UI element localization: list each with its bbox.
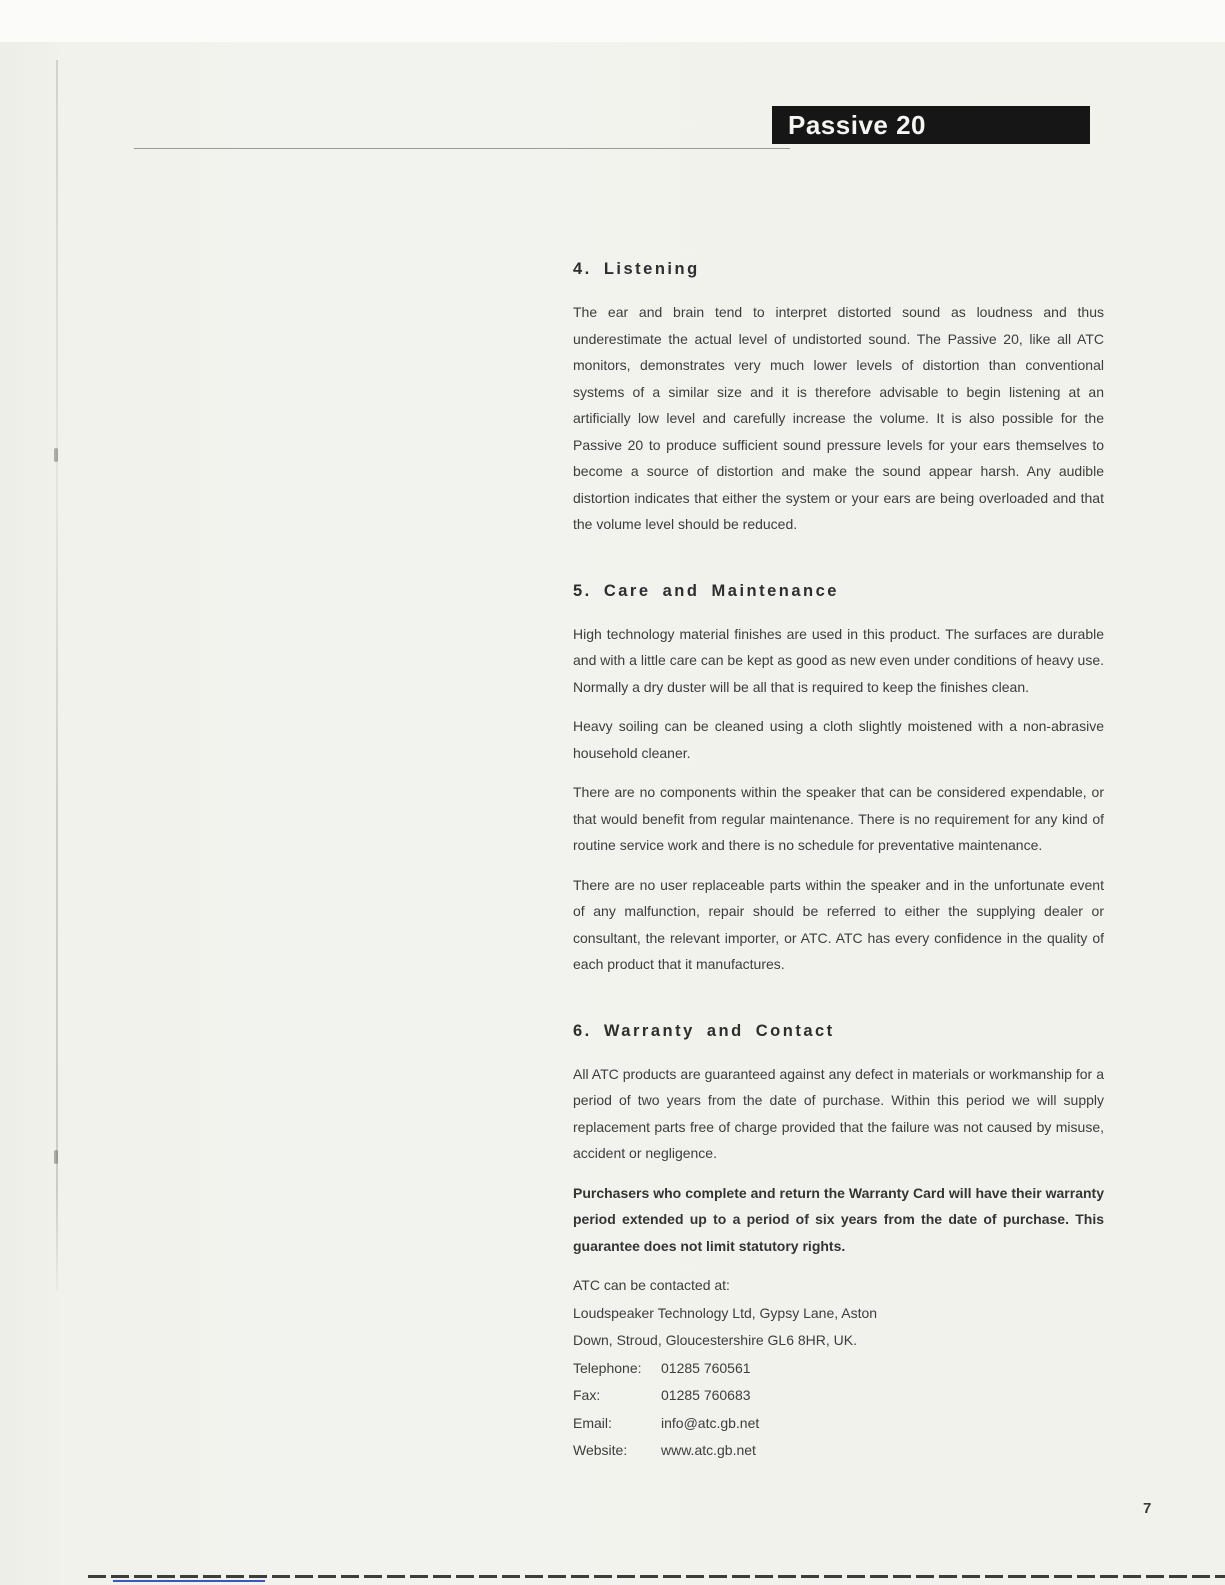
section-care-and-maintenance [573,582,1104,978]
section-listening [573,260,1104,538]
contact-row-website [573,1437,1104,1465]
product-title: Passive 20 [788,110,927,140]
contact-label: Website: [573,1442,628,1458]
contact-row-telephone [573,1355,1104,1383]
contact-row-email [573,1410,1104,1438]
scan-artifact-mark [54,448,58,462]
paragraph: There are no components within the speaker that can be considered expendable, or that would benefit from regular maintenance. There is no requirement for any kind of routine service work and there is no schedule for preventative maintenance. [573,784,1104,853]
contact-value: 01285 760561 [661,1359,751,1376]
contact-block [573,1272,1104,1465]
paragraph: High technology material finishes are used in this product. The surfaces are durable and with a little care can be kept as good as new even under conditions of heavy use. Normally a dry duster will be all that is required to keep the finishes clean. [573,625,1104,695]
paragraph-warranty-card: Purchasers who complete and return the Warranty Card will have their warranty period extended up to a period of six years from the date of purchase. This guarantee does not limit statutory rights. [573,1184,1104,1254]
paragraph: All ATC products are guaranteed against any defect in materials or workmanship for a period of two years from the date of purchase. Within this period we will supply replacement parts free of charge provided that the failure was not caused by misuse, accident or negligence. [573,1065,1104,1161]
section-heading-care: 5. Care and Maintenance [573,581,839,600]
scan-artifact-dashed-line [88,1575,1225,1578]
section-heading-warranty: 6. Warranty and Contact [573,1021,835,1040]
scan-binding-crease [56,60,58,1290]
contact-intro: ATC can be contacted at: [573,1277,730,1293]
contact-label: Telephone: [573,1359,642,1376]
contact-row-fax [573,1382,1104,1410]
section-warranty-and-contact [573,1022,1104,1465]
paragraph: The ear and brain tend to interpret distorted sound as loudness and thus underestimate the actual level of undistorted sound. The Passive 20, like all ATC monitors, demonstrates very much lower levels of distortion than conventional systems of a similar size and it is therefore advisable to begin listening at an artificially low level and carefully increase the volume. It is also possible for the Passive 20 to produce sufficient sound pressure levels for your ears themselves to become a source of distortion and make the sound appear harsh. Any audible distortion indicates that either the system or your ears are being overloaded and that the volume level should be reduced. [573,304,1104,532]
scan-artifact-mark [54,1150,58,1164]
page-number: 7 [1143,1500,1152,1517]
contact-value: info@atc.gb.net [661,1414,760,1431]
paragraph: Heavy soiling can be cleaned using a cloth slightly moistened with a non-abrasive household cleaner. [573,718,1104,761]
contact-label: Fax: [573,1387,601,1403]
content-column [573,256,1104,1465]
section-heading-listening: 4. Listening [573,260,700,278]
paragraph: There are no user replaceable parts within the speaker and in the unfortunate event of any malfunction, repair should be referred to either the supplying dealer or consultant, the relevant importer, or ATC. ATC has every confidence in the quality of each product that it manufactures. [573,876,1104,972]
header-rule [134,148,790,149]
scan-artifact-blue-line [113,1580,265,1582]
address-line: Loudspeaker Technology Ltd, Gypsy Lane, Aston [573,1304,878,1321]
product-title-banner [772,106,1090,144]
contact-label: Email: [573,1414,612,1431]
contact-value: www.atc.gb.net [661,1442,756,1458]
address-line: Down, Stroud, Gloucestershire GL6 8HR, UK. [573,1332,858,1348]
contact-value: 01285 760683 [661,1387,751,1403]
